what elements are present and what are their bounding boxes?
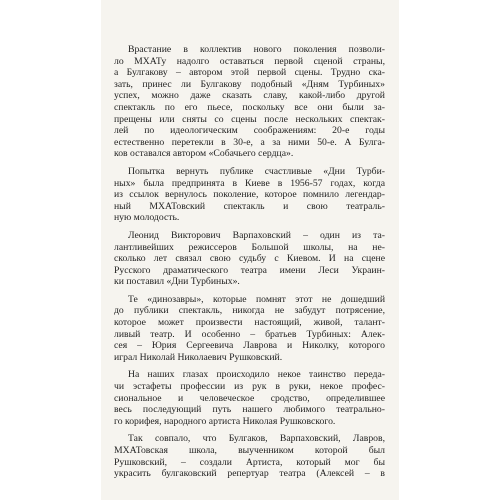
text-line: прещены или сняты со сцены после нескольких спектак- bbox=[114, 113, 385, 125]
paragraph bbox=[114, 294, 385, 364]
text-line: лей по идеологическим соображениям: 20-е годы bbox=[114, 125, 385, 137]
paragraph bbox=[114, 44, 385, 160]
text-line: чи эстафеты профессии из рук в руки, некое профес- bbox=[114, 381, 385, 393]
text-line: украсить булгаковский репертуар театра (Алексей – в bbox=[114, 468, 385, 480]
paragraph bbox=[114, 166, 385, 224]
text-line: которое может произвести настоящий, живой, талант- bbox=[114, 317, 385, 329]
text-line: естественно перетекли в 30-е, а за ними 50-е. А Булга- bbox=[114, 136, 385, 148]
paragraph bbox=[114, 230, 385, 288]
text-line: спектакль по его пьесе, поскольку все они были за- bbox=[114, 101, 385, 113]
text-line: ную молодость. bbox=[114, 212, 180, 224]
text-line: Леонид Викторович Варпаховский – один из та- bbox=[128, 229, 385, 241]
text-line: сиональное и человеческое сродство, определившее bbox=[114, 392, 385, 404]
text-line: до публики спектакль, никогда не забудут потрясение, bbox=[114, 305, 385, 317]
text-line: Рушковский, – создали Артиста, который мог бы bbox=[114, 456, 385, 468]
text-line: лантливейших режиссеров Большой школы, на не- bbox=[114, 241, 385, 253]
text-line: ливый театр. И особенно – братьев Турбиных: Алек- bbox=[114, 328, 385, 340]
text-line: Попытка вернуть публике счастливые «Дни Турби- bbox=[128, 165, 385, 177]
book-page bbox=[101, 0, 399, 500]
text-line: ло МХАТу надолго оставаться первой сценой страны, bbox=[114, 55, 385, 67]
text-line: го корифея, народного артиста Николая Рушковского. bbox=[114, 415, 336, 427]
text-line: а Булгакову – автором этой первой сцены. Трудно ска- bbox=[114, 67, 385, 79]
text-line: ков оставался автором «Собачьего сердца». bbox=[114, 148, 294, 160]
text-line: Русского драматического театра имени Леси Украин- bbox=[114, 264, 385, 276]
text-line: сколько лет связал свою судьбу с Киевом. И на сцене bbox=[114, 253, 385, 265]
text-line: сея – Юрия Сергеевича Лаврова и Николку, которого bbox=[114, 340, 385, 352]
text-line: Те «динозавры», которые помнят этот не дошедший bbox=[128, 293, 385, 305]
paragraph bbox=[114, 369, 385, 427]
text-line: Врастание в коллектив нового поколения позволи- bbox=[128, 44, 385, 55]
text-line: весь последующий путь нашего любимого театрально- bbox=[114, 404, 385, 416]
text-line: зать, принес ли Булгакову подобный «Дням Турбиных» bbox=[114, 78, 385, 90]
text-line: ных» была предпринята в Киеве в 1956-57 годах, когда bbox=[114, 177, 385, 189]
page-text bbox=[114, 44, 385, 480]
text-line: из ссылок вернулось поколение, которое помнило легендар- bbox=[114, 189, 385, 201]
paragraph bbox=[114, 433, 385, 479]
text-line: МХАТовская школа, выученником которой был bbox=[114, 445, 385, 456]
text-line: На наших глазах происходило некое таинство переда- bbox=[128, 369, 385, 381]
text-line: успех, можно даже сказать славу, какой-либо другой bbox=[114, 90, 385, 102]
text-line: ки поставил «Дни Турбиных». bbox=[114, 276, 240, 288]
text-line: играл Николай Николаевич Рушковский. bbox=[114, 351, 283, 363]
text-line: ный МХАТовский спектакль и свою театраль- bbox=[114, 200, 385, 212]
text-line: Так совпало, что Булгаков, Варпаховский, Лавров, bbox=[128, 433, 385, 445]
